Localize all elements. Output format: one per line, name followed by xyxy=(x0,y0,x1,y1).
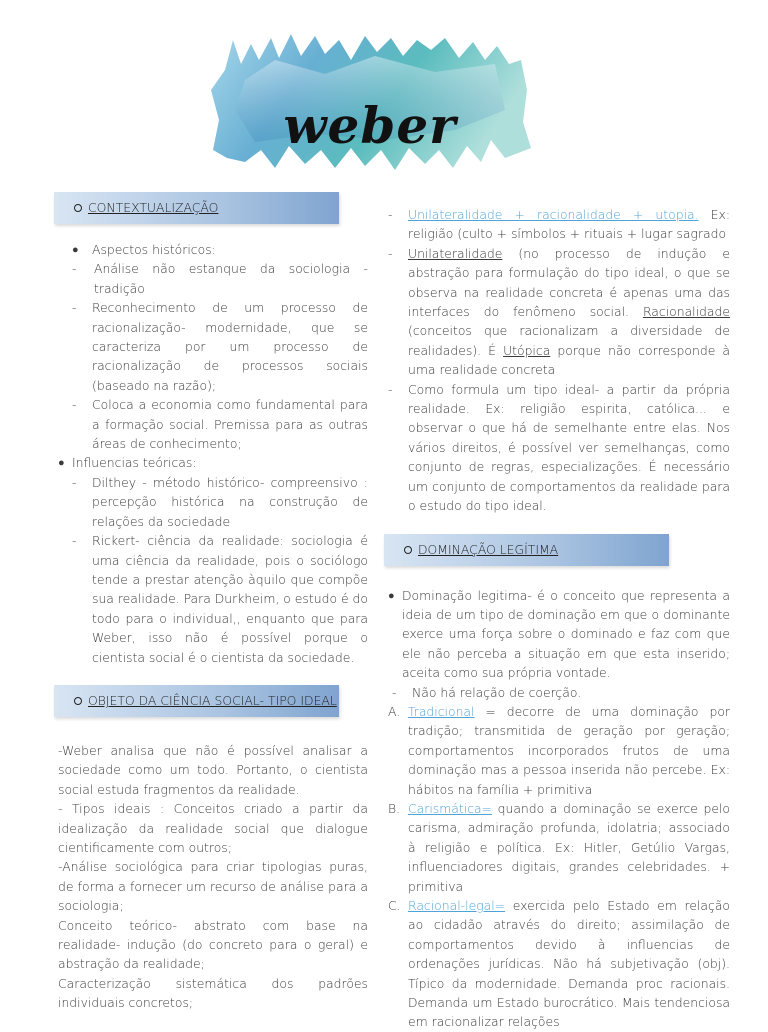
bullet-icon: ● xyxy=(72,243,79,256)
dash-bullet: - xyxy=(388,207,393,222)
dash-bullet: - xyxy=(392,684,397,700)
list-item: - Coloca a economia como fundamental para a formação social. Premissa para as outras áreas de conhecimento; xyxy=(58,395,368,453)
bullet-icon: ● xyxy=(388,588,395,602)
list-item: A. Tradicional = decorre de uma dominação por tradição; transmitida de geração por geração; comportamentos incorporados frutos de uma dominação mas a pessoa inserida não percebe. Ex: hábitos na família + primitiva xyxy=(388,703,730,797)
paragraph: - Tipos ideais : Conceitos criado a partir da idealização da realidade social que dialogue cientificamente com outros; xyxy=(58,801,368,855)
title-watercolor xyxy=(205,30,535,175)
highlight-term: Racional-legal= xyxy=(408,898,506,913)
paragraph: -Análise sociológica para criar tipologias puras, de forma a fornecer um recurso de análise para a sociologia; xyxy=(58,859,368,914)
circle-bullet-icon xyxy=(74,204,82,212)
list-item: ● Aspectos históricos: xyxy=(58,240,368,259)
dash-bullet: - xyxy=(388,381,393,397)
list-item: - Unilateralidade (no processo de indução e abstração para formulação do tipo ideal, o que se observa na realidade concreta é apenas uma das interfaces do fenômeno social. Racionalidade (conceitos que racionalizam a diversidade de realidades). É Utópica porque não corresponde à uma realidade concreta xyxy=(388,244,730,380)
circle-bullet-icon xyxy=(74,697,82,705)
dash-bullet: - xyxy=(388,245,393,261)
highlight-term: Tradicional xyxy=(408,703,475,719)
circle-bullet-icon xyxy=(404,546,412,554)
bullet-icon: ● xyxy=(58,456,65,470)
list-item: ● Dominação legitima- é o conceito que representa a ideia de um tipo de dominação em que o dominante exerce uma força sobre o dominado e faz com que ele não perceba a situação em que esta inserido; aceita como sua própria vontade. xyxy=(388,586,730,683)
section-title: DOMINAÇÃO LEGÍTIMA xyxy=(418,541,559,557)
paragraph: -Weber analisa que não é possível analisar a sociedade como um todo. Portanto, o cientista social estuda fragmentos da realidade. xyxy=(58,742,368,797)
highlight-term: Unilateralidade + racionalidade + utopia. xyxy=(408,207,699,222)
list-item: - Não há relação de coerção. xyxy=(388,683,730,702)
left-column xyxy=(58,192,368,1013)
dash-bullet: - xyxy=(72,261,77,277)
list-item: - Reconhecimento de um processo de racionalização- modernidade, que se caracteriza por um processo de racionalização de processos sociais (baseado na razão); xyxy=(58,298,368,395)
dash-bullet: - xyxy=(72,300,77,316)
section-header-tipo-ideal xyxy=(54,685,339,717)
right-column xyxy=(388,205,730,1032)
paragraph: Conceito teórico- abstrato com base na realidade- indução (do concreto para o geral) e abstração da realidade; xyxy=(58,917,368,972)
section-title: CONTEXTUALIZAÇÃO xyxy=(88,200,219,216)
dash-bullet: - xyxy=(72,474,77,490)
list-item: C. Racional-legal= exercida pelo Estado em relação ao cidadão através do direito; assimilação de comportamentos devido à influencias de ordenações jurídicas. Não há subjetivação (obj). Típico da modernidade. Demanda proc racionais. Demanda um Estado burocrático. Mais tendenciosa em racionalizar relações xyxy=(388,898,730,1030)
section-header-contextualizacao xyxy=(54,192,339,224)
list-item: B. Carismática= quando a dominação se exerce pelo carisma, admiração profunda, idolatria; associado à religião e política. Ex: Hitler, Getúlio Vargas, influenciadores digitais, grandes celebridades. + primitiva xyxy=(388,800,730,894)
dash-bullet: - xyxy=(72,397,77,413)
section-header-dominacao xyxy=(384,534,669,566)
paragraph: Caracterização sistemática dos padrões individuais concretos; xyxy=(58,975,368,1011)
list-item: ● Influencias teóricas: xyxy=(58,453,368,472)
section-title: OBJETO DA CIÊNCIA SOCIAL- TIPO IDEAL xyxy=(88,693,337,709)
highlight-term: Carismática= xyxy=(408,800,492,816)
list-item: - Unilateralidade + racionalidade + utopia. Ex: religião (culto + símbolos + rituais + lugar sagrado xyxy=(388,205,730,244)
dash-bullet: - xyxy=(72,533,77,549)
list-item: - Dilthey - método histórico- compreensivo : percepção histórica na construção de relações da sociedade xyxy=(58,473,368,531)
list-item: - Como formula um tipo ideal- a partir da própria realidade. Ex: religião espirita, católica... e observar o que há de semelhante entre elas. Nos vários direitos, é possível ver semelhanças, como conjunto de regras, especializações. É necessário um conjunto de comportamentos da realidade para o estudo do tipo ideal. xyxy=(388,380,730,516)
list-item: - Rickert- ciência da realidade: sociologia é uma ciência da realidade, pois o sociólogo tende a prestar atenção àquilo que compõe sua realidade. Para Durkheim, o estudo é do todo para o individual,, enquanto que para Weber, isso não é possível porque o cientista social é o cientista da sociedade. xyxy=(58,531,368,667)
list-item: - Análise não estanque da sociologia - tradição xyxy=(58,259,368,298)
page-title: weber xyxy=(283,96,457,155)
